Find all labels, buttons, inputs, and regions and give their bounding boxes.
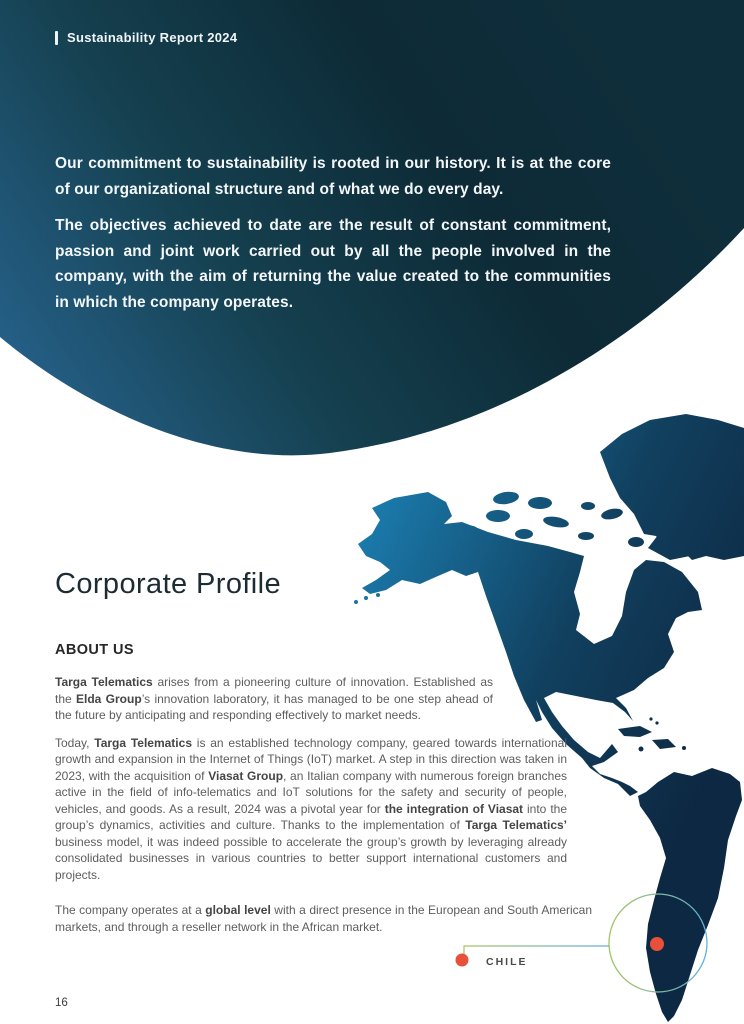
report-tag [55, 30, 615, 45]
chile-label: CHILE [486, 956, 528, 968]
main-section [55, 568, 595, 946]
chile-legend-marker-icon [456, 954, 469, 967]
page-title: Corporate Profile [55, 568, 282, 600]
about-us-body [55, 674, 595, 935]
chile-leader-line [464, 946, 609, 956]
hero-paragraph-2: The objectives achieved to date are the result of constant commitment, passion and joint work carried out by all the people involved in the company, with the aim of returning the value created to the communities in which the company operates. [55, 217, 611, 311]
page-number: 16 [55, 997, 68, 1009]
tag-bar-icon [55, 31, 58, 45]
hero-paragraphs [55, 151, 611, 315]
hero-paragraph-1: Our commitment to sustainability is rooted in our history. It is at the core of our organizational structure and of what we do every day. [55, 155, 611, 198]
report-title: Sustainability Report 2024 [67, 30, 238, 45]
south-america-landmass [638, 768, 742, 1022]
hero-section [55, 30, 615, 326]
cuba [618, 726, 652, 737]
hispaniola [652, 739, 676, 749]
body-paragraph-2: Today, Targa Telematics is an established technology company, geared towards international growth and expansion in the Internet of Things (IoT) market. A step in this direction was taken in 2023, with the acquisition of Viasat Group, an Italian company with numerous foreign branches active in the field of info-telematics and IoT solutions for the safety and security of people, vehicles, and goods. As a result, 2024 was a pivotal year for the integration of Viasat into the group’s dynamics, activities and culture. Thanks to the implementation of Targa Telematics’ business model, it was indeed possible to accelerate the group’s growth by leveraging already consolidated businesses in various countries to better support international customers and projects. [55, 735, 567, 882]
chile-map-marker-icon [650, 937, 664, 951]
body-paragraph-3: The company operates at a global level with a direct presence in the European and South American markets, and through a reseller network in the African market. [55, 903, 593, 934]
body-paragraph-1: Targa Telematics arises from a pioneering culture of innovation. Established as the Elda Group’s innovation laboratory, it has managed to be one step ahead of the future by anticipating and responding effectively to market needs. [55, 675, 494, 722]
section-heading-about-us: ABOUT US [55, 642, 134, 658]
